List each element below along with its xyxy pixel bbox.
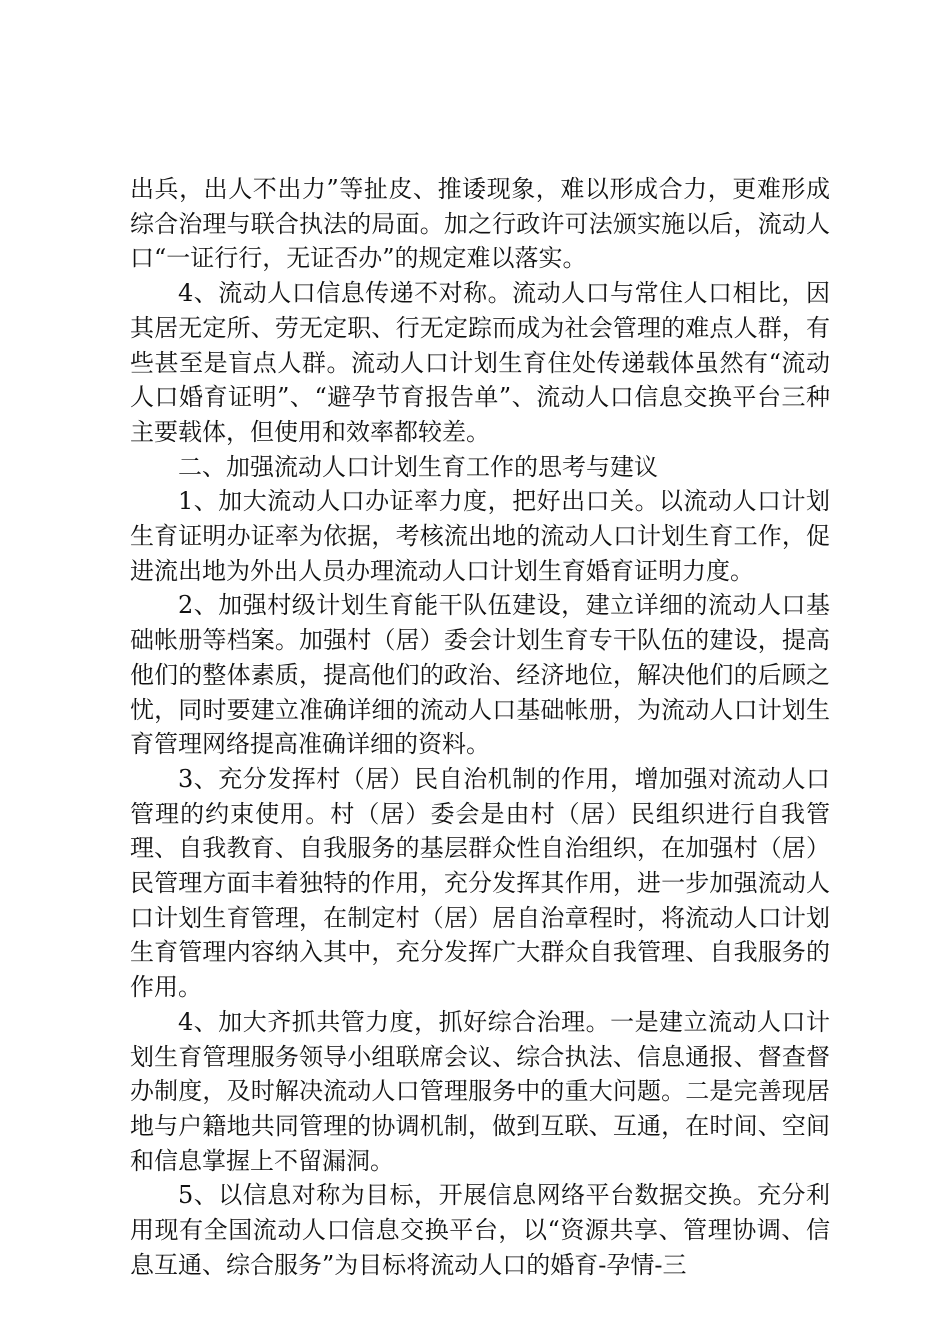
- paragraph-suggestion-1: 1、加大流动人口办证率力度，把好出口关。以流动人口计划生育证明办证率为依据，考核流出地的流动人口计划生育工作，促进流出地为外出人员办理流动人口计划生育婚育证明力度。: [130, 487, 830, 585]
- paragraph-suggestion-5: 5、以信息对称为目标，开展信息网络平台数据交换。充分利用现有全国流动人口信息交换平台，以“资源共享、管理协调、信息互通、综合服务”为目标将流动人口的婚育-孕情-三: [130, 1181, 830, 1279]
- document-body: [130, 172, 830, 1283]
- paragraph-item-4-info-asymmetry: 4、流动人口信息传递不对称。流动人口与常住人口相比，因其居无定所、劳无定职、行无定踪而成为社会管理的难点人群，有些甚至是盲点人群。流动人口计划生育住处传递载体虽然有“流动人口婚育证明”、“避孕节育报告单”、流动人口信息交换平台三种主要载体，但使用和效率都较差。: [130, 279, 830, 446]
- paragraph-continuation: 出兵，出人不出力”等扯皮、推诿现象，难以形成合力，更难形成综合治理与联合执法的局面。加之行政许可法颁实施以后，流动人口“一证行行，无证否办”的规定难以落实。: [130, 175, 830, 273]
- section-heading-2: 二、加强流动人口计划生育工作的思考与建议: [178, 452, 658, 481]
- paragraph-suggestion-4: 4、加大齐抓共管力度，抓好综合治理。一是建立流动人口计划生育管理服务领导小组联席会议、综合执法、信息通报、督查督办制度，及时解决流动人口管理服务中的重大问题。二是完善现居地与户籍地共同管理的协调机制，做到互联、互通，在时间、空间和信息掌握上不留漏洞。: [130, 1007, 830, 1175]
- paragraph-suggestion-2: 2、加强村级计划生育能干队伍建设，建立详细的流动人口基础帐册等档案。加强村（居）委会计划生育专干队伍的建设，提高他们的整体素质，提高他们的政治、经济地位，解决他们的后顾之忧，同时要建立准确详细的流动人口基础帐册，为流动人口计划生育管理网络提高准确详细的资料。: [130, 591, 830, 759]
- paragraph-suggestion-3: 3、充分发挥村（居）民自治机制的作用，增加强对流动人口管理的约束使用。村（居）委会是由村（居）民组织进行自我管理、自我教育、自我服务的基层群众性自治组织，在加强村（居）民管理方面丰着独特的作用，充分发挥其作用，进一步加强流动人口计划生育管理，在制定村（居）居自治章程时，将流动人口计划生育管理内容纳入其中，充分发挥广大群众自我管理、自我服务的作用。: [130, 764, 830, 1002]
